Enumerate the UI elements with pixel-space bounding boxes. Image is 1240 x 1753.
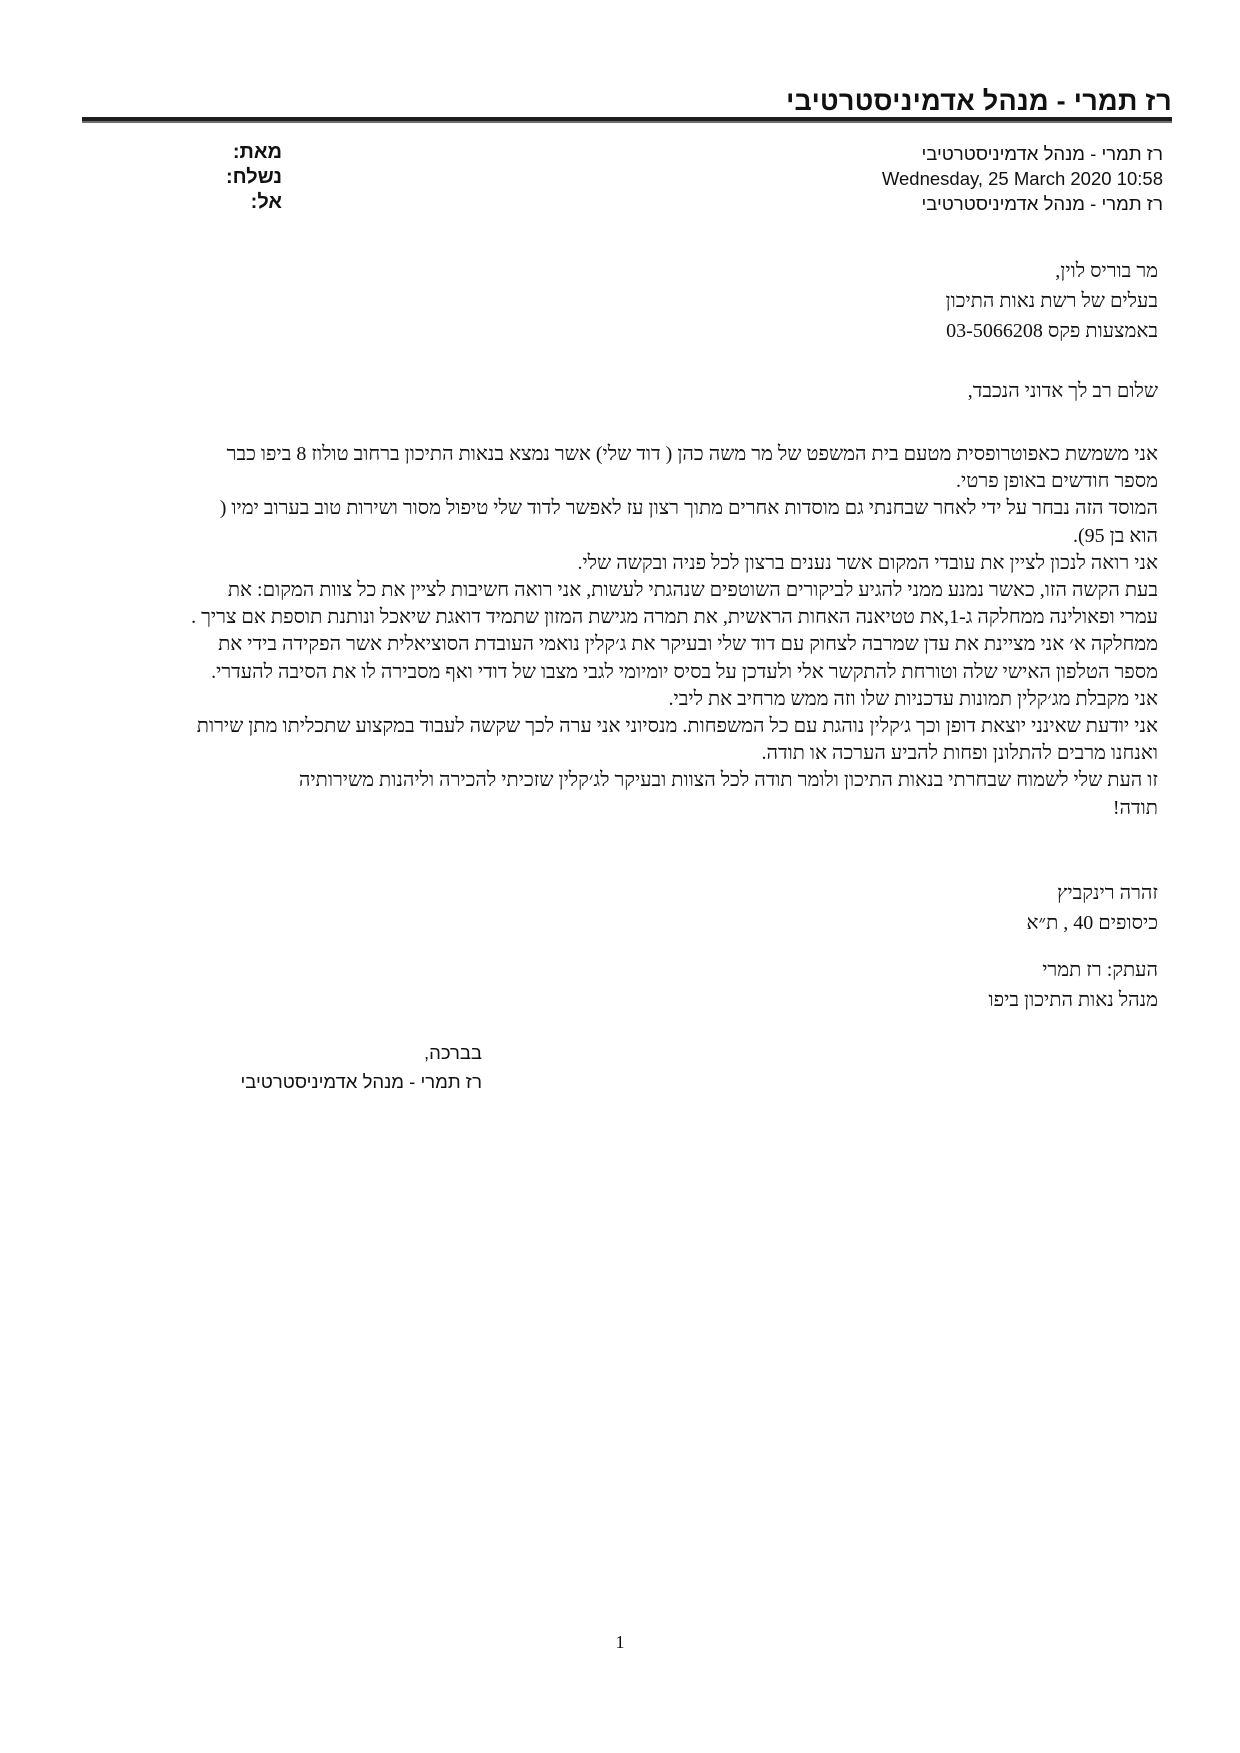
to-value: רז תמרי - מנהל אדמיניסטרטיבי: [921, 193, 1163, 214]
address-line: מר בוריס לוין,: [1055, 260, 1158, 282]
copy-line: מנהל נאות התיכון ביפו: [988, 989, 1158, 1011]
sent-value: Wednesday, 25 March 2020 10:58: [881, 168, 1163, 189]
sent-label: נשלח:: [225, 166, 282, 188]
letter-body: [83, 441, 1158, 822]
email-header-values: [563, 141, 1163, 216]
closing-greeting: בברכה,: [423, 1042, 482, 1063]
from-label: מאת:: [232, 141, 282, 163]
body-line: אני משמשת כאפוטרופסית מטעם בית המשפט של מר משה כהן ( דוד שלי) אשר נמצא בנאות התיכון ברחוב טולוז 8 ביפו כבר: [226, 443, 1158, 465]
body-line: הוא בן 95).: [1072, 524, 1158, 547]
copy-line: העתק: רז תמרי: [1042, 959, 1158, 981]
body-line: תודה!: [1112, 796, 1158, 819]
email-closing: [82, 1038, 482, 1096]
body-line: ממחלקה א׳ אני מציינת את עדן שמרבה לצחוק עם דוד שלי ובעיקר את ג׳קלין נואמי העובדת הסוציאלית אשר הפקידה בידי את: [218, 633, 1158, 656]
body-line: אני רואה לנכון לציין את עובדי המקום אשר נענים ברצון לכל פניה ובקשה שלי.: [577, 551, 1158, 574]
body-line: בעת הקשה הזו, כאשר נמנע ממני להגיע לביקורים השוטפים שנהגתי לעשות, אני רואה חשיבות לציין את כל צוות המקום: את: [227, 579, 1158, 602]
title-divider: [82, 117, 1172, 121]
sender-signature: [658, 878, 1158, 938]
address-line: בעלים של רשת נאות התיכון: [945, 290, 1158, 312]
body-line: ואנחנו מרבים להתלונן ופחות להביע הערכה או תודה.: [761, 742, 1158, 765]
body-line: מספר הטלפון האישי שלה וטורחת להתקשר אלי ולעדכן על בסיס יומיומי לגבי מצבו של דודי ואף מסבירה לו את הסיבה להעדרי.: [211, 660, 1158, 683]
document-title: רז תמרי - מנהל אדמיניסטרטיבי: [786, 86, 1172, 116]
greeting: שלום רב לך אדוני הנכבד,: [967, 380, 1158, 402]
page-number: 1: [615, 1632, 625, 1652]
body-line: אני מקבלת מג׳קלין תמונות עדכניות שלו וזה ממש מרחיב את ליבי.: [668, 687, 1158, 710]
body-line: מספר חודשים באופן פרטי.: [956, 470, 1158, 493]
body-line: אני יודעת שאינני יוצאת דופן וכך ג׳קלין נוהגת עם כל המשפחות. מנסיוני אני ערה לכך שקשה לעבוד במקצוע שתכליתו מתן שירות: [196, 715, 1158, 738]
recipient-address: [458, 256, 1158, 346]
body-line: עמרי ופאולינה ממחלקה ג-1,את טטיאנה האחות הראשית, את תמרה מגישת המזון שתמיד דואגת שיאכל ונותנת תוספת אם צריך .: [191, 606, 1158, 629]
copy-recipient: [658, 955, 1158, 1015]
email-header-labels: [82, 140, 282, 215]
to-label: אל:: [250, 191, 282, 213]
signature-name: זהרה רינקביץ: [1057, 882, 1158, 904]
from-value: רז תמרי - מנהל אדמיניסטרטיבי: [921, 143, 1163, 164]
body-line: המוסד הזה נבחר על ידי לאחר שבחנתי גם מוסדות אחרים מתוך רצון עז לאפשר לדוד שלי טיפול מסור ושירות טוב בערוב ימיו (: [219, 497, 1158, 520]
body-line: זו העת שלי לשמוח שבחרתי בנאות התיכון ולומר תודה לכל הצוות ובעיקר לג׳קלין שזכיתי להכירה וליהנות משירותיה: [298, 769, 1158, 792]
signature-address: כיסופים 40 , ת״א: [1026, 912, 1158, 934]
address-line: באמצעות פקס 03-5066208: [946, 320, 1158, 342]
closing-signature: רז תמרי - מנהל אדמיניסטרטיבי: [240, 1071, 482, 1092]
